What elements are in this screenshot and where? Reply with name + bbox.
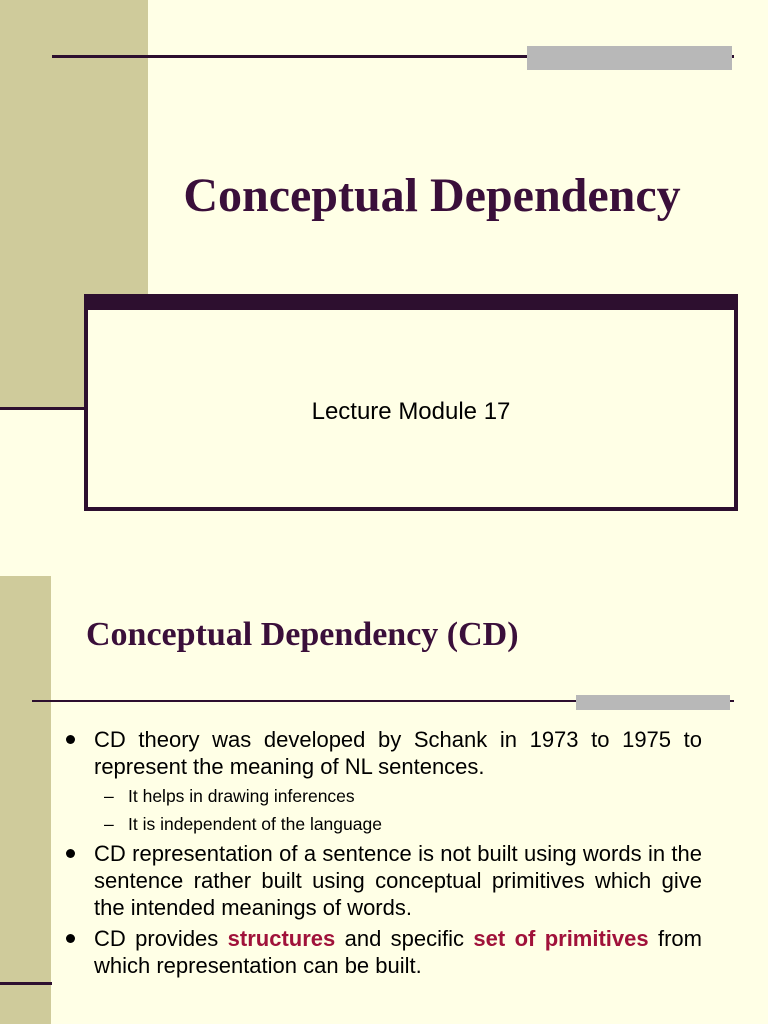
dash-icon: – bbox=[104, 786, 114, 806]
bullet-text: CD representation of a sentence is not built using words in the sentence rather built using conceptual primitives which give the intended meanings of words. bbox=[94, 841, 702, 920]
dash-icon: – bbox=[104, 814, 114, 834]
bullet-item bbox=[62, 726, 702, 780]
sub-bullet-text: It helps in drawing inferences bbox=[128, 786, 355, 806]
subtitle-box bbox=[84, 294, 738, 511]
sub-bullet-item bbox=[62, 810, 702, 838]
sub-bullet-text: It is independent of the language bbox=[128, 814, 382, 834]
bullet-dot-icon bbox=[66, 934, 75, 943]
accent-bar bbox=[527, 46, 732, 70]
left-gutter-band bbox=[0, 576, 51, 1024]
bullet-dot-icon bbox=[66, 849, 75, 858]
gutter-rule bbox=[0, 982, 52, 985]
slide-title: Conceptual Dependency bbox=[183, 169, 681, 222]
content-slide bbox=[0, 530, 768, 1024]
bullet-item bbox=[62, 840, 702, 921]
highlight-set-of-primitives: set of primitives bbox=[473, 926, 649, 951]
sub-bullet-item bbox=[62, 782, 702, 810]
bullet-dot-icon bbox=[66, 735, 75, 744]
accent-bar bbox=[576, 695, 730, 710]
bullet-text: CD theory was developed by Schank in 1973 to 1975 to represent the meaning of NL sentences. bbox=[94, 727, 702, 779]
bullet-text-part: CD provides bbox=[94, 926, 228, 951]
gutter-rule bbox=[0, 407, 86, 410]
slide-subtitle: Lecture Module 17 bbox=[311, 398, 511, 425]
slide-title: Conceptual Dependency (CD) bbox=[86, 616, 519, 653]
bullet-text-part: from which representation can be built. bbox=[94, 926, 702, 978]
bullet-item bbox=[62, 925, 702, 979]
bullet-list bbox=[62, 726, 702, 979]
highlight-structures: structures bbox=[227, 926, 336, 951]
bullet-text-part: and specific bbox=[335, 926, 474, 951]
